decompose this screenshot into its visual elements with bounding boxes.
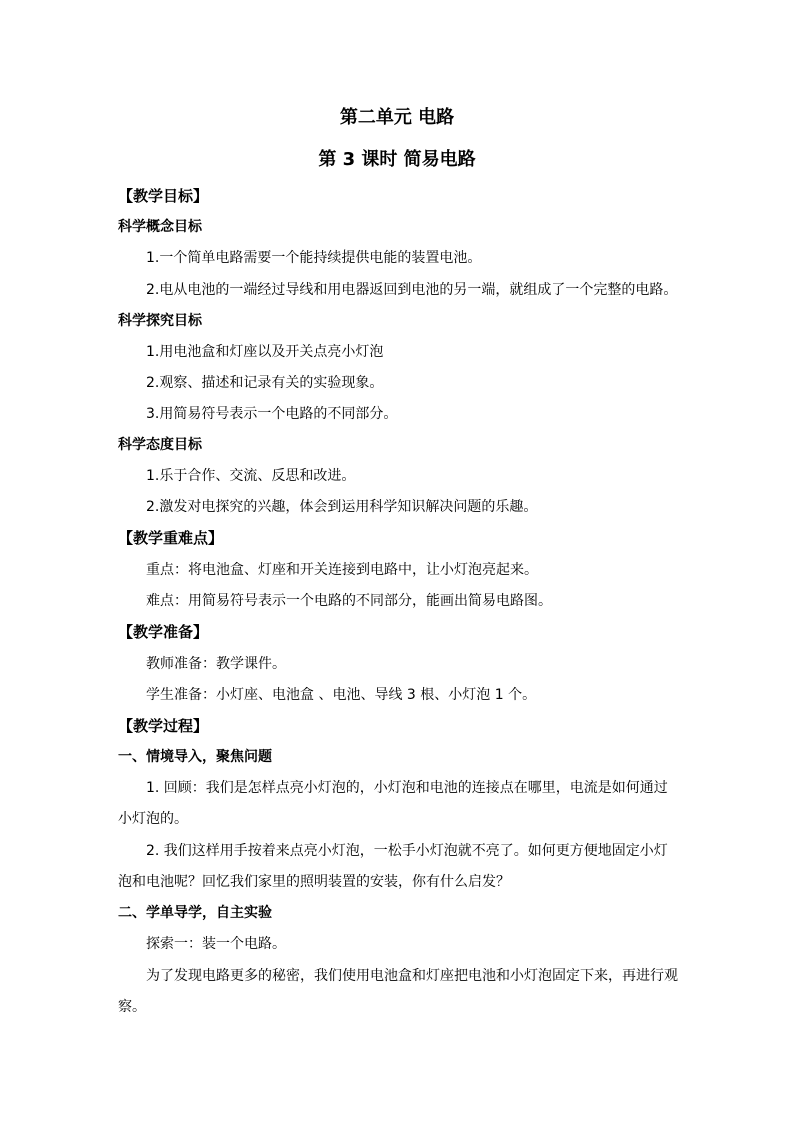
key-point-focus: 重点：将电池盒、灯座和开关连接到电路中，让小灯泡亮起来。 [146, 562, 538, 578]
attitude-goal-item: 2.激发对电探究的兴趣，体会到运用科学知识解决问题的乐趣。 [146, 499, 538, 515]
concept-goals-heading: 科学概念目标 [118, 219, 202, 235]
key-point-difficulty: 难点：用简易符号表示一个电路的不同部分，能画出简易电路图。 [146, 593, 552, 609]
concept-goal-item: 2.电从电池的一端经过导线和用电器返回到电池的另一端，就组成了一个完整的电路。 [146, 282, 678, 298]
part1-heading: 一、情境导入，聚焦问题 [118, 749, 272, 765]
student-preparation: 学生准备：小灯座、电池盒 、电池、导线 3 根、小灯泡 1 个。 [146, 687, 537, 703]
preparation-heading: 【教学准备】 [118, 623, 209, 641]
teacher-preparation: 教师准备：教学课件。 [146, 656, 286, 672]
goals-heading: 【教学目标】 [118, 187, 209, 205]
key-points-heading: 【教学重难点】 [118, 529, 224, 547]
attitude-goal-item: 1.乐于合作、交流、反思和改进。 [146, 468, 356, 484]
inquiry-goal-item: 1.用电池盒和灯座以及开关点亮小灯泡 [146, 344, 384, 360]
inquiry-goal-item: 2.观察、描述和记录有关的实验现象。 [146, 375, 384, 391]
part2-paragraph-line: 为了发现电路更多的秘密，我们使用电池盒和灯座把电池和小灯泡固定下来，再进行观 [146, 968, 678, 984]
attitude-goals-heading: 科学态度目标 [118, 437, 202, 453]
process-heading: 【教学过程】 [118, 717, 209, 735]
inquiry-goal-item: 3.用简易符号表示一个电路的不同部分。 [146, 406, 398, 422]
unit-title: 第二单元 电路 [339, 107, 455, 128]
explore-one: 探索一：装一个电路。 [146, 936, 286, 952]
part1-paragraph-line: 小灯泡的。 [118, 811, 188, 827]
part2-heading: 二、学单导学，自主实验 [118, 905, 272, 921]
part1-paragraph-line: 2. 我们这样用手按着来点亮小灯泡，一松手小灯泡就不亮了。如何更方便地固定小灯 [146, 843, 668, 859]
part1-paragraph-line: 1. 回顾：我们是怎样点亮小灯泡的，小灯泡和电池的连接点在哪里，电流是如何通过 [146, 780, 668, 796]
lesson-title: 第 3 课时 简易电路 [318, 149, 476, 170]
concept-goal-item: 1.一个简单电路需要一个能持续提供电能的装置电池。 [146, 250, 482, 266]
inquiry-goals-heading: 科学探究目标 [118, 313, 202, 329]
part1-paragraph-line: 泡和电池呢？回忆我们家里的照明装置的安装，你有什么启发？ [118, 874, 510, 890]
part2-paragraph-line: 察。 [118, 999, 146, 1015]
